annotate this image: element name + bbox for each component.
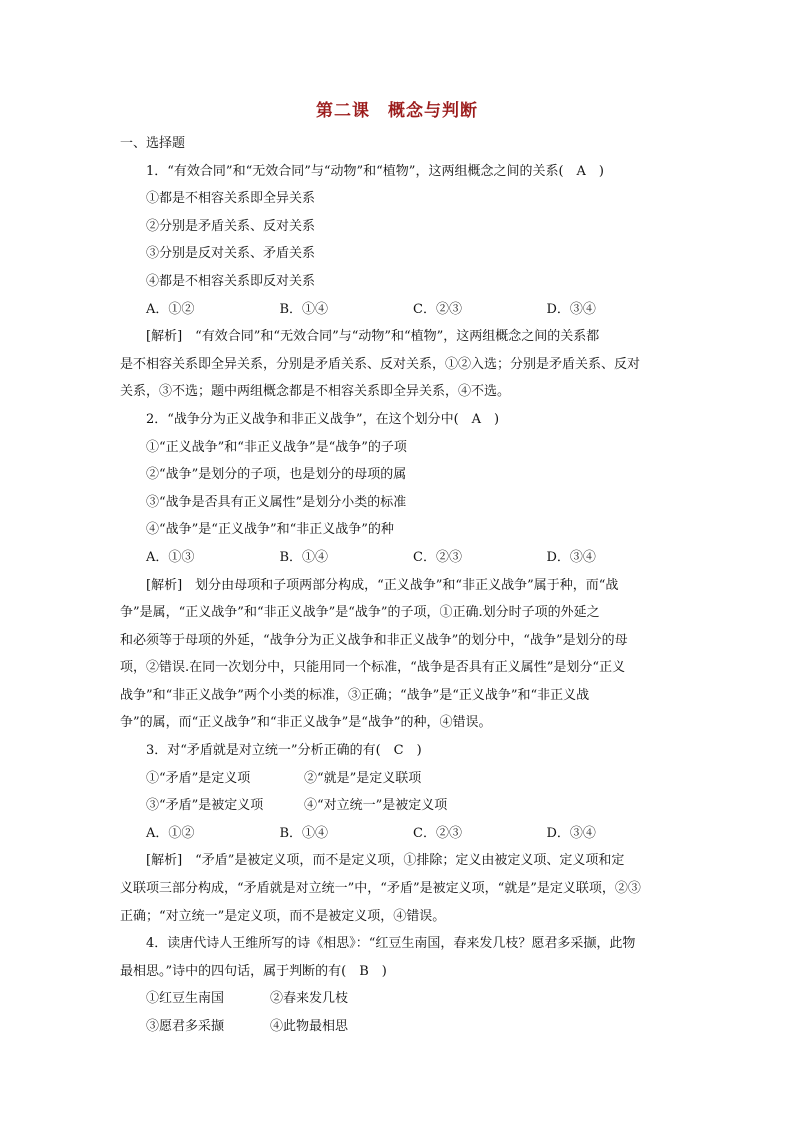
question-3-item: ④“对立统一”是被定义项: [304, 798, 448, 814]
question-3-analysis: 正确；“对立统一”是定义项，而不是被定义项，④错误。: [120, 908, 446, 924]
question-3-analysis: 义联项三部分构成，“矛盾就是对立统一”中，“矛盾”是被定义项，“就是”是定义联项，②③: [120, 881, 641, 897]
question-4-item: ④此物最相思: [270, 1019, 349, 1034]
question-4-item: ②春来发几枝: [270, 991, 349, 1007]
question-2-item: ④“战争”是“正义战争”和“非正义战争”的种: [146, 522, 394, 538]
question-1-options: [120, 296, 680, 324]
question-4-stem: 4．读唐代诗人王维所写的诗《相思》：“红豆生南国，春来发几枝？愿君多采撷，此物: [146, 936, 636, 952]
question-1-analysis: 关系，③不选；题中两组概念都是不相容关系即全异关系，④不选。: [120, 384, 511, 400]
question-1-item: ②分别是矛盾关系、反对关系: [146, 218, 316, 234]
question-4-item: ①红豆生南国: [146, 991, 225, 1007]
question-2-item: ②“战争”是划分的子项，也是划分的母项的属: [146, 467, 407, 483]
question-3-item-row: [120, 765, 680, 793]
question-3-options: [120, 820, 680, 848]
option-d: D．③④: [546, 301, 596, 317]
section-heading: 一、选择题: [120, 136, 186, 151]
question-2-item: ③“战争是否具有正义属性”是划分小类的标准: [146, 494, 407, 510]
option-d: D．③④: [546, 825, 596, 841]
question-3-item: ①“矛盾”是定义项: [146, 770, 251, 786]
question-4-item-row: [120, 1013, 680, 1041]
question-2-analysis: 争”是属，“正义战争”和“非正义战争”是“战争”的子项，①正确.划分时子项的外延之: [120, 605, 600, 621]
option-b: B．①④: [279, 825, 329, 841]
question-1-analysis: 是不相容关系即全异关系，分别是矛盾关系、反对关系，①②入选；分别是矛盾关系、反对: [120, 356, 641, 372]
option-c: C．②③: [413, 301, 462, 317]
option-c: C．②③: [413, 549, 462, 565]
option-a: A．①②: [146, 301, 195, 317]
question-2-analysis: [解析] 划分由母项和子项两部分构成，“正义战争”和“非正义战争”属于种，而“战: [146, 577, 619, 593]
question-2-options: [120, 544, 680, 572]
question-1-item: ④都是不相容关系即反对关系: [146, 273, 316, 289]
option-d: D．③④: [546, 549, 596, 565]
question-2-analysis: 项，②错误.在同一次划分中，只能用同一个标准，“战争是否具有正义属性”是划分“正义: [120, 660, 626, 676]
question-2-item: ①“正义战争”和“非正义战争”是“战争”的子项: [146, 439, 407, 455]
option-a: A．①③: [146, 549, 195, 565]
page-title: 第二课 概念与判断: [316, 101, 478, 121]
option-b: B．①④: [279, 549, 329, 565]
question-4-item-row: [120, 985, 680, 1013]
question-1-item: ①都是不相容关系即全异关系: [146, 191, 316, 207]
question-2-analysis: 和必须等于母项的外延，“战争分为正义战争和非正义战争”的划分中，“战争”是划分的母: [120, 632, 628, 648]
question-3-analysis: [解析] “矛盾”是被定义项，而不是定义项，①排除；定义由被定义项、定义项和定: [146, 853, 625, 869]
option-a: A．①②: [146, 825, 195, 841]
question-2-analysis: 争”的属，而“正义战争”和“非正义战争”是“战争”的种，④错误。: [120, 715, 492, 731]
question-3-item-row: [120, 792, 680, 820]
question-3-item: ③“矛盾”是被定义项: [146, 798, 264, 814]
option-b: B．①④: [279, 301, 329, 317]
question-2-stem: 2．“战争分为正义战争和非正义战争”，在这个划分中( A ): [146, 411, 500, 427]
question-1-item: ③分别是反对关系、矛盾关系: [146, 246, 316, 262]
question-2-analysis: 战争”和“非正义战争”两个小类的标准，③正确；“战争”是“正义战争”和“非正义战: [120, 687, 590, 703]
question-4-item: ③愿君多采撷: [146, 1019, 225, 1034]
question-3-item: ②“就是”是定义联项: [304, 770, 422, 786]
question-1-analysis: [解析] “有效合同”和“无效合同”与“动物”和“植物”，这两组概念之间的关系都: [146, 329, 600, 345]
question-1-stem: 1．“有效合同”和“无效合同”与“动物”和“植物”，这两组概念之间的关系( A ): [146, 163, 604, 179]
option-c: C．②③: [413, 825, 462, 841]
question-4-stem: 最相思。”诗中的四句话，属于判断的有( B ): [120, 963, 387, 979]
question-3-stem: 3．对“矛盾就是对立统一”分析正确的有( C ): [146, 743, 422, 759]
content-body: [120, 130, 680, 1041]
